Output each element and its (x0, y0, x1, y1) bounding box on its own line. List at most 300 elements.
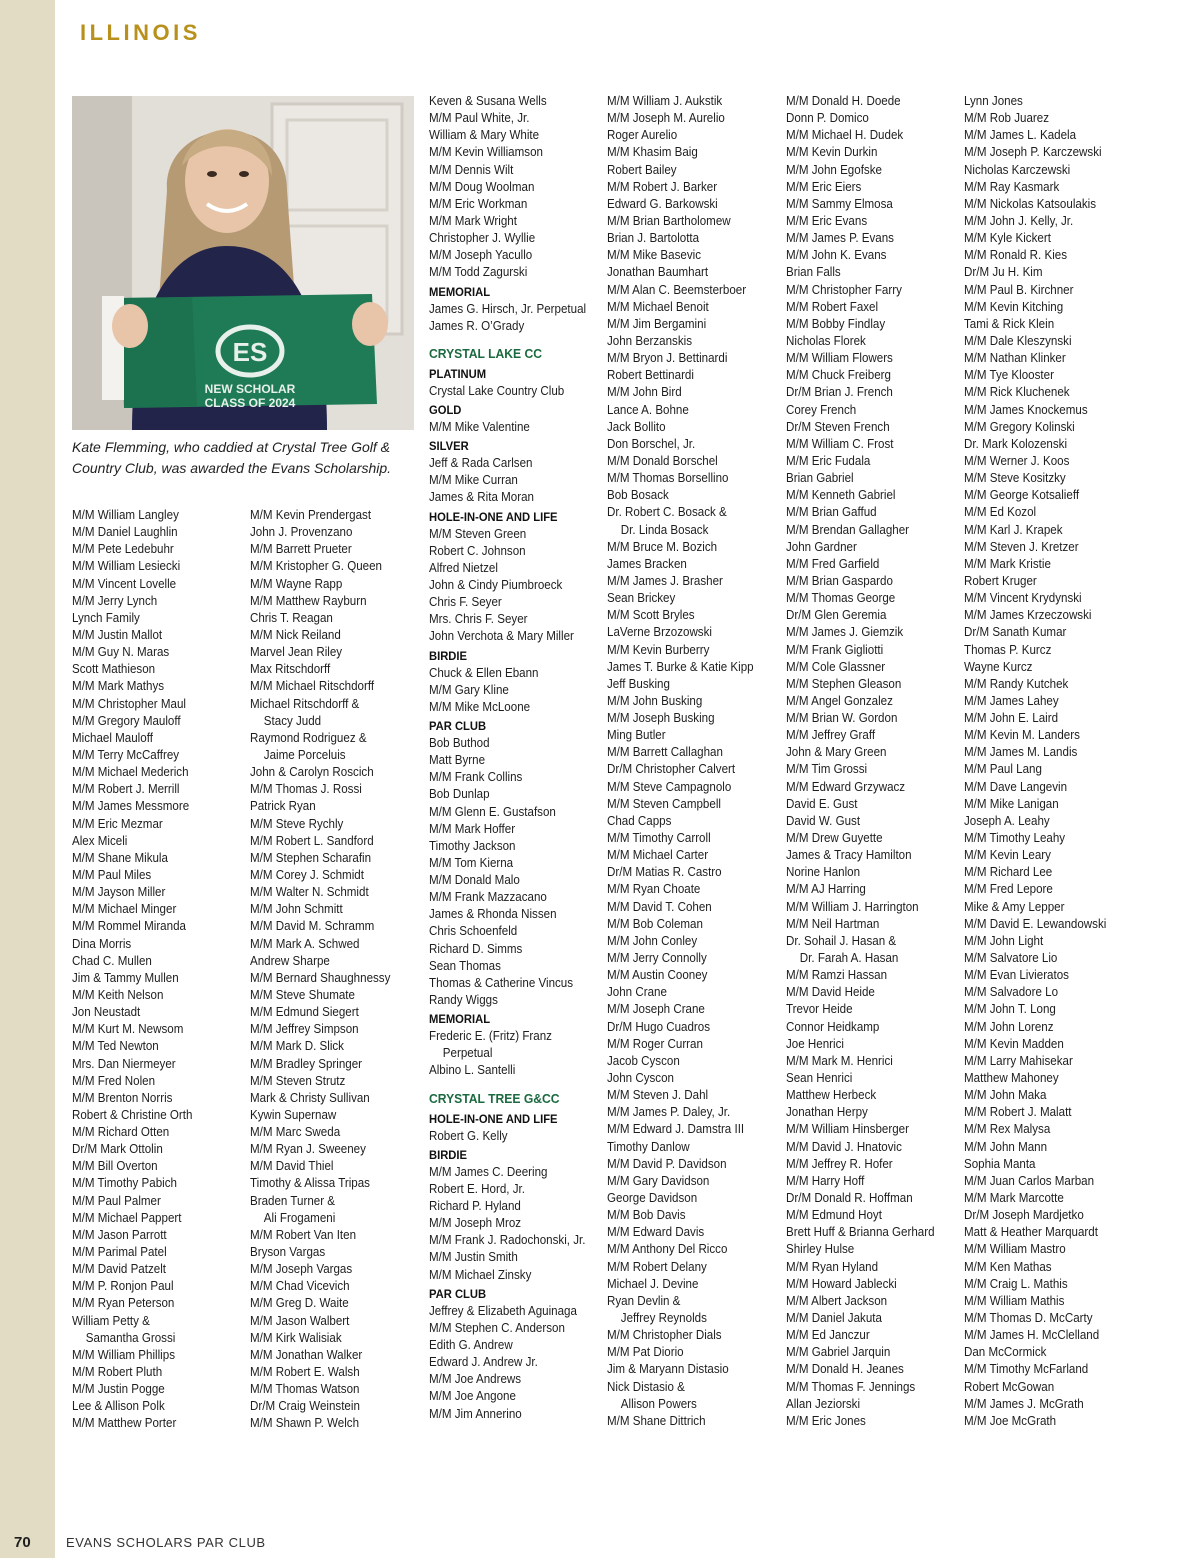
donor-name: Christopher J. Wyllie (429, 231, 536, 246)
donor-name: M/M James L. Kadela (964, 128, 1077, 143)
donor-list-column-2 (250, 507, 390, 1433)
donor-name: M/M Steven Strutz (250, 1073, 346, 1088)
donor-name: Shirley Hulse (786, 1242, 855, 1257)
donor-name-continued: Jaime Porceluis (263, 747, 346, 762)
donor-name: M/M Anthony Del Ricco (607, 1242, 728, 1257)
donor-name: M/M P. Ronjon Paul (72, 1279, 174, 1294)
donor-name: M/M William J. Harrington (786, 899, 919, 914)
donor-name: M/M Nathan Klinker (964, 351, 1066, 366)
donor-name: M/M Bruce M. Bozich (607, 539, 718, 554)
donor-name: M/M Timothy McFarland (964, 1362, 1089, 1377)
donor-name: M/M Sammy Elmosa (786, 196, 893, 211)
donor-name: M/M Mike Basevic (607, 248, 701, 263)
donor-name: M/M Richard Lee (964, 865, 1053, 880)
donor-name-continued: Samantha Grossi (85, 1330, 176, 1345)
donor-name-continued: Dr. Farah A. Hasan (799, 951, 899, 966)
donor-name: Chad C. Mullen (72, 953, 152, 968)
donor-name: Jonathan Herpy (786, 1105, 868, 1120)
donor-name: Lynn Jones (964, 94, 1023, 108)
donor-level-heading: GOLD (429, 402, 462, 417)
donor-name: Sean Thomas (429, 958, 501, 973)
donor-name: M/M James Messmore (72, 799, 190, 814)
donor-name: M/M Ramzi Hassan (786, 968, 888, 983)
donor-name: Allan Jeziorski (786, 1396, 861, 1411)
donor-name: Mrs. Chris F. Seyer (429, 612, 528, 627)
donor-name: Brett Huff & Brianna Gerhard (786, 1225, 935, 1240)
donor-name: M/M James P. Daley, Jr. (607, 1105, 731, 1120)
donor-name: M/M Albert Jackson (786, 1293, 888, 1308)
donor-name: Dr. Sohail J. Hasan & (786, 933, 897, 948)
donor-name: M/M David Heide (786, 985, 875, 1000)
donor-name: M/M Rex Malysa (964, 1122, 1051, 1137)
donor-name: M/M William Flowers (786, 351, 893, 366)
scholar-photo (72, 96, 414, 430)
donor-name: M/M Jeffrey R. Hofer (786, 1156, 893, 1171)
donor-name: Lee & Allison Polk (72, 1399, 165, 1414)
donor-name: M/M John Bird (607, 385, 682, 400)
donor-name: M/M Austin Cooney (607, 968, 708, 983)
donor-name: John Verchota & Mary Miller (429, 629, 574, 644)
donor-name: M/M Chad Vicevich (250, 1279, 350, 1294)
donor-level-heading: PAR CLUB (429, 718, 487, 733)
donor-name: M/M Edward J. Damstra III (607, 1122, 745, 1137)
donor-name: M/M William Phillips (72, 1347, 175, 1362)
donor-name: M/M James J. McGrath (964, 1396, 1084, 1411)
donor-name: Chris Schoenfeld (429, 924, 518, 939)
donor-name: M/M Michael Ritschdorff (250, 679, 375, 694)
donor-name: M/M Bob Coleman (607, 916, 703, 931)
donor-name: M/M Michael Pappert (72, 1210, 182, 1225)
donor-name: M/M Mark A. Schwed (250, 936, 360, 951)
donor-name: M/M Bradley Springer (250, 1056, 363, 1071)
donor-name: M/M Joseph Yacullo (429, 248, 533, 263)
donor-name: M/M Kurt M. Newsom (72, 1022, 184, 1037)
donor-name: M/M Edward Davis (607, 1225, 705, 1240)
donor-name: Dr/M Donald R. Hoffman (786, 1191, 913, 1205)
donor-name: Timothy & Alissa Tripas (250, 1176, 370, 1191)
donor-name: M/M Ryan Choate (607, 882, 701, 897)
donor-name: William Petty & (72, 1313, 150, 1328)
donor-name: M/M Kevin Durkin (786, 145, 878, 160)
donor-name: M/M Robert L. Sandford (250, 833, 374, 848)
publication-name: EVANS SCHOLARS PAR CLUB (66, 1535, 266, 1550)
donor-name: M/M Brenton Norris (72, 1090, 173, 1105)
donor-name: M/M Thomas George (786, 591, 896, 606)
donor-name: M/M David M. Schramm (250, 919, 375, 934)
donor-name: M/M Kevin Kitching (964, 299, 1064, 314)
donor-name: M/M Mike Lanigan (964, 796, 1059, 811)
donor-name: M/M Thomas D. McCarty (964, 1310, 1093, 1325)
donor-name: M/M Angel Gonzalez (786, 693, 893, 708)
donor-name: M/M William Mastro (964, 1242, 1066, 1257)
donor-name: M/M Eric Fudala (786, 453, 871, 468)
donor-name: Joe Henrici (786, 1036, 844, 1051)
donor-name: Michael Mauloff (72, 730, 153, 745)
donor-name: Frederic E. (Fritz) Franz (429, 1029, 552, 1044)
donor-name: M/M Mark Mathys (72, 679, 165, 694)
donor-name: M/M Frank Collins (429, 770, 523, 785)
donor-name: John Berzanskis (607, 333, 693, 348)
donor-name-continued: Allison Powers (620, 1396, 697, 1411)
donor-name: Sean Henrici (786, 1071, 853, 1086)
donor-level-heading: BIRDIE (429, 648, 468, 663)
donor-name: M/M John Egofske (786, 162, 882, 177)
donor-name: M/M Chuck Freiberg (786, 368, 891, 383)
page-number: 70 (14, 1534, 31, 1551)
donor-name: M/M AJ Harring (786, 882, 866, 897)
donor-name: M/M Joseph Mroz (429, 1216, 522, 1231)
donor-name: M/M Steve Rychly (250, 816, 344, 831)
donor-name: M/M Wayne Rapp (250, 576, 343, 591)
donor-name: M/M Bill Overton (72, 1159, 158, 1174)
donor-name: M/M Salvadore Lo (964, 985, 1059, 1000)
donor-name: John Crane (607, 985, 667, 1000)
donor-level-heading: PAR CLUB (429, 1286, 487, 1301)
donor-name: M/M Pat Diorio (607, 1345, 684, 1360)
donor-name: John Gardner (786, 539, 857, 554)
donor-level-heading: MEMORIAL (429, 1012, 491, 1027)
donor-name: Timothy Jackson (429, 838, 516, 853)
donor-name: Dr/M Sanath Kumar (964, 625, 1067, 640)
donor-name: M/M Steven Campbell (607, 796, 721, 811)
flag-logo: ES (232, 337, 268, 367)
donor-name: Robert E. Hord, Jr. (429, 1181, 525, 1196)
donor-name: M/M Evan Livieratos (964, 968, 1069, 983)
donor-name: M/M Mark Wright (429, 213, 517, 228)
donor-name: M/M Rob Juarez (964, 111, 1049, 126)
donor-name: David W. Gust (786, 813, 861, 828)
donor-name: John & Carolyn Roscich (250, 765, 374, 780)
donor-name: Edward G. Barkowski (607, 196, 718, 211)
donor-name: M/M Werner J. Koos (964, 453, 1070, 468)
donor-name: M/M Kevin Leary (964, 848, 1051, 863)
club-heading: CRYSTAL TREE G&CC (429, 1090, 560, 1106)
donor-name: M/M William Lesiecki (72, 559, 181, 574)
donor-name: M/M Bob Davis (607, 1208, 686, 1223)
donor-name: M/M Ed Janczur (786, 1328, 870, 1343)
donor-list-column-3 (429, 93, 586, 1423)
donor-name: M/M Michael Benoit (607, 299, 709, 314)
donor-name: M/M Joseph Vargas (250, 1262, 353, 1277)
donor-name: M/M Jerry Lynch (72, 593, 158, 608)
donor-name: Ryan Devlin & (607, 1293, 681, 1308)
donor-name: M/M John Lorenz (964, 1019, 1054, 1034)
donor-name: M/M Brian Gaffud (786, 505, 877, 520)
donor-name: M/M Mark Kristie (964, 556, 1051, 571)
donor-name: M/M Jayson Miller (72, 885, 166, 900)
donor-name: M/M Shane Mikula (72, 850, 168, 865)
donor-name: Raymond Rodriguez & (250, 730, 367, 745)
donor-name: M/M Stephen Gleason (786, 676, 902, 691)
page-footer (14, 1534, 266, 1551)
donor-name: M/M Joseph P. Karczewski (964, 145, 1102, 160)
donor-name: M/M John Mann (964, 1139, 1048, 1154)
donor-name: Tami & Rick Klein (964, 316, 1055, 331)
donor-name: Mark & Christy Sullivan (250, 1090, 370, 1105)
donor-name: M/M Kyle Kickert (964, 231, 1051, 246)
donor-name: M/M Mark M. Henrici (786, 1053, 893, 1068)
donor-name: M/M Corey J. Schmidt (250, 867, 364, 882)
flag-text-line1: NEW SCHOLAR (204, 382, 296, 396)
donor-name: M/M Paul Miles (72, 867, 152, 882)
donor-name: M/M Robert J. Barker (607, 179, 718, 194)
donor-name: M/M James C. Deering (429, 1164, 548, 1179)
donor-name: M/M Joe Andrews (429, 1372, 522, 1387)
donor-name: James & Rhonda Nissen (429, 907, 557, 922)
donor-name: Richard D. Simms (429, 941, 523, 956)
donor-name: Roger Aurelio (607, 128, 678, 143)
donor-name: Nick Distasio & (607, 1379, 685, 1394)
donor-name: M/M Karl J. Krapek (964, 522, 1063, 537)
donor-name: M/M John Maka (964, 1088, 1047, 1103)
donor-name: M/M Ryan J. Sweeney (250, 1142, 366, 1157)
donor-name: M/M Eric Eiers (786, 179, 862, 194)
donor-name: Andrew Sharpe (250, 953, 330, 968)
donor-name: M/M Robert J. Malatt (964, 1105, 1072, 1120)
donor-list-column-6 (964, 93, 1106, 1430)
donor-name: Crystal Lake Country Club (429, 383, 565, 398)
donor-name: Robert & Christine Orth (72, 1107, 193, 1122)
donor-name: Jeff & Rada Carlsen (429, 456, 533, 471)
donor-name: M/M Ken Mathas (964, 1259, 1052, 1274)
donor-name: M/M John Light (964, 933, 1044, 948)
donor-name: M/M Nickolas Katsoulakis (964, 196, 1097, 211)
donor-name: Edith G. Andrew (429, 1338, 513, 1353)
donor-name: James R. O’Grady (429, 318, 525, 333)
donor-name: M/M Pete Ledebuhr (72, 542, 174, 557)
donor-name: M/M Vincent Krydynski (964, 591, 1082, 606)
donor-name: Patrick Ryan (250, 799, 316, 814)
donor-name: M/M Brian W. Gordon (786, 711, 898, 726)
donor-name: M/M Donald Malo (429, 873, 520, 888)
donor-name: M/M Jerry Connolly (607, 951, 707, 966)
donor-name: M/M Joseph M. Aurelio (607, 111, 725, 126)
donor-name: Dan McCormick (964, 1345, 1047, 1360)
donor-name: M/M Marc Sweda (250, 1125, 341, 1140)
donor-name: M/M William Langley (72, 508, 179, 522)
donor-name: M/M Brian Bartholomew (607, 213, 731, 228)
donor-name: M/M Fred Garfield (786, 556, 880, 571)
donor-name: M/M Edward Grzywacz (786, 779, 906, 794)
donor-name: M/M Timothy Leahy (964, 831, 1066, 846)
donor-name: Matthew Herbeck (786, 1088, 877, 1103)
donor-name: M/M Todd Zagurski (429, 265, 528, 280)
donor-name: M/M Tim Grossi (786, 762, 868, 777)
donor-name: Thomas P. Kurcz (964, 642, 1052, 657)
donor-name: M/M Joe McGrath (964, 1413, 1057, 1428)
donor-name: Mrs. Dan Niermeyer (72, 1056, 176, 1071)
donor-name: Corey French (786, 402, 857, 417)
donor-name: Lynch Family (72, 610, 140, 625)
donor-name: M/M Mike Curran (429, 473, 518, 488)
donor-name: M/M Rick Kluchenek (964, 385, 1070, 400)
donor-name: M/M Robert Van Iten (250, 1227, 357, 1242)
donor-name: M/M Shawn P. Welch (250, 1416, 360, 1431)
donor-name: M/M Randy Kutchek (964, 676, 1069, 691)
donor-name: Dr/M Mark Ottolin (72, 1142, 163, 1157)
donor-name: M/M Christopher Farry (786, 282, 902, 297)
donor-name: Edward J. Andrew Jr. (429, 1355, 538, 1370)
donor-name: Lance A. Bohne (607, 402, 689, 417)
donor-name: M/M James Krzeczowski (964, 608, 1092, 623)
donor-name: Richard P. Hyland (429, 1199, 521, 1214)
donor-name: M/M Paul B. Kirchner (964, 282, 1074, 297)
donor-name: M/M Joseph Crane (607, 1002, 705, 1017)
donor-name: M/M Nick Reiland (250, 627, 341, 642)
donor-name: Jon Neustadt (72, 1005, 141, 1020)
donor-name: M/M Timothy Pabich (72, 1176, 177, 1191)
donor-name: M/M Justin Smith (429, 1250, 518, 1265)
donor-level-heading: HOLE-IN-ONE AND LIFE (429, 1111, 558, 1126)
donor-name: Robert G. Kelly (429, 1128, 508, 1143)
donor-name: M/M Brendan Gallagher (786, 522, 910, 537)
photo-caption: Kate Flemming, who caddied at Crystal Tree Golf & Country Club, was awarded the Evans Scholarship. (72, 439, 392, 476)
donor-name: M/M Drew Guyette (786, 831, 883, 846)
donor-name: M/M Robert Faxel (786, 299, 879, 314)
donor-name: Chad Capps (607, 813, 672, 828)
donor-name: M/M Kristopher G. Queen (250, 559, 383, 574)
donor-name: Jonathan Baumhart (607, 265, 709, 280)
donor-name: M/M John T. Long (964, 1002, 1056, 1017)
donor-name: M/M Tom Kierna (429, 855, 514, 870)
donor-name: M/M Donald Borschel (607, 453, 718, 468)
donor-name: M/M Parimal Patel (72, 1245, 167, 1260)
donor-name: Jim & Tammy Mullen (72, 970, 179, 985)
donor-name: Ming Butler (607, 728, 666, 743)
donor-name: Robert C. Johnson (429, 543, 526, 558)
donor-name: M/M Mike Valentine (429, 419, 530, 434)
donor-name: M/M Frank Gigliotti (786, 642, 884, 657)
donor-name: Dr. Robert C. Bosack & (607, 505, 727, 520)
donor-level-heading: HOLE-IN-ONE AND LIFE (429, 509, 558, 524)
donor-name: M/M Rommel Miranda (72, 919, 186, 934)
donor-name: M/M William J. Aukstik (607, 94, 723, 108)
donor-name: M/M Steven J. Kretzer (964, 539, 1079, 554)
donor-name: Scott Mathieson (72, 662, 156, 677)
donor-name-continued: Stacy Judd (263, 713, 322, 728)
donor-name: M/M James P. Evans (786, 231, 894, 246)
donor-name: M/M James M. Landis (964, 745, 1078, 760)
donor-name-continued: Ali Frogameni (263, 1210, 336, 1225)
donor-name: John Cyscon (607, 1071, 674, 1086)
donor-name: M/M Robert J. Merrill (72, 782, 180, 797)
donor-name: M/M David J. Hnatovic (786, 1139, 902, 1154)
donor-name: Joseph A. Leahy (964, 813, 1050, 828)
donor-name: M/M Gary Davidson (607, 1173, 710, 1188)
donor-name: M/M Eric Jones (786, 1413, 866, 1428)
donor-name: Dr/M Christopher Calvert (607, 762, 736, 777)
donor-name: Sean Brickey (607, 591, 676, 606)
donor-name: Alfred Nietzel (429, 560, 498, 575)
donor-name: M/M Paul Lang (964, 762, 1042, 777)
donor-name: M/M Khasim Baig (607, 145, 698, 160)
donor-name: M/M Fred Lepore (964, 882, 1053, 897)
donor-name: Thomas & Catherine Vincus (429, 975, 574, 990)
donor-name: M/M Joe Angone (429, 1389, 516, 1404)
donor-name: Robert Bettinardi (607, 368, 694, 383)
donor-name: M/M Dave Langevin (964, 779, 1068, 794)
donor-name: M/M Larry Mahisekar (964, 1053, 1073, 1068)
club-heading: CRYSTAL LAKE CC (429, 345, 543, 361)
donor-name: M/M Ted Newton (72, 1039, 159, 1054)
donor-name: Matt Byrne (429, 753, 486, 768)
donor-name: M/M Eric Evans (786, 213, 868, 228)
donor-name: M/M David E. Lewandowski (964, 916, 1107, 931)
donor-name: Jeffrey & Elizabeth Aguinaga (429, 1303, 577, 1318)
donor-name: M/M David Thiel (250, 1159, 334, 1174)
donor-name: M/M Eric Mezmar (72, 816, 163, 831)
donor-name: Dr/M Brian J. French (786, 385, 893, 400)
donor-name: M/M James Lahey (964, 693, 1059, 708)
donor-name: M/M Stephen Scharafin (250, 850, 372, 865)
donor-name: Bob Dunlap (429, 787, 490, 802)
donor-name: Mike & Amy Lepper (964, 899, 1065, 914)
donor-name: M/M Bobby Findlay (786, 316, 886, 331)
donor-name: M/M Joseph Busking (607, 711, 715, 726)
donor-name: M/M Michael Minger (72, 902, 177, 917)
donor-name-continued: Jeffrey Reynolds (620, 1310, 707, 1325)
donor-name: Dr/M Craig Weinstein (250, 1399, 360, 1414)
donor-name: Jeff Busking (607, 676, 670, 691)
donor-name: Marvel Jean Riley (250, 645, 343, 660)
donor-name: David E. Gust (786, 796, 858, 811)
donor-name: M/M James J. Brasher (607, 573, 723, 588)
donor-name: M/M Fred Nolen (72, 1073, 156, 1088)
donor-list-column-5 (786, 93, 935, 1430)
donor-name: M/M Ryan Hyland (786, 1259, 879, 1274)
donor-name: Nicholas Karczewski (964, 162, 1071, 177)
donor-name: M/M Justin Pogge (72, 1382, 165, 1397)
donor-name: James & Tracy Hamilton (786, 848, 912, 863)
donor-name: Robert Bailey (607, 162, 677, 177)
donor-name: Michael Ritschdorff & (250, 696, 360, 711)
donor-name: Dr. Mark Kolozenski (964, 436, 1068, 451)
donor-name: M/M Guy N. Maras (72, 645, 170, 660)
donor-list-column-1 (72, 507, 192, 1433)
donor-name: M/M Steven Green (429, 526, 527, 541)
donor-level-heading: MEMORIAL (429, 284, 491, 299)
donor-name: M/M John Conley (607, 933, 698, 948)
donor-name: Dr/M Ju H. Kim (964, 265, 1043, 280)
donor-name: M/M Jason Walbert (250, 1313, 350, 1328)
donor-name: M/M Robert Delany (607, 1259, 707, 1274)
donor-name: M/M Stephen C. Anderson (429, 1320, 565, 1335)
donor-name: M/M Kevin M. Landers (964, 728, 1080, 743)
donor-name: M/M Richard Otten (72, 1125, 170, 1140)
donor-name: M/M Donald H. Jeanes (786, 1362, 904, 1377)
donor-name: John J. Provenzano (250, 525, 353, 540)
donor-name: M/M James J. Giemzik (786, 625, 904, 640)
page-side-bar (0, 0, 55, 1558)
donor-name: M/M Mark D. Slick (250, 1039, 344, 1054)
donor-name: M/M Ed Kozol (964, 505, 1037, 520)
donor-name: M/M William Mathis (964, 1293, 1065, 1308)
donor-name: M/M Vincent Lovelle (72, 576, 177, 591)
donor-name: M/M Kenneth Gabriel (786, 488, 896, 503)
donor-name: Keven & Susana Wells (429, 94, 547, 108)
donor-name: M/M Mark Hoffer (429, 821, 516, 836)
donor-name: M/M Daniel Jakuta (786, 1310, 882, 1325)
donor-name: Jacob Cyscon (607, 1053, 680, 1068)
donor-name: James Bracken (607, 556, 687, 571)
donor-name: M/M John Schmitt (250, 902, 343, 917)
donor-name: M/M Steve Campagnolo (607, 779, 732, 794)
donor-name: M/M Barrett Prueter (250, 542, 352, 557)
donor-name-continued: Perpetual (442, 1046, 493, 1061)
donor-level-heading: PLATINUM (429, 366, 487, 381)
donor-name: Norine Hanlon (786, 865, 861, 880)
donor-name: Max Ritschdorff (250, 662, 331, 677)
